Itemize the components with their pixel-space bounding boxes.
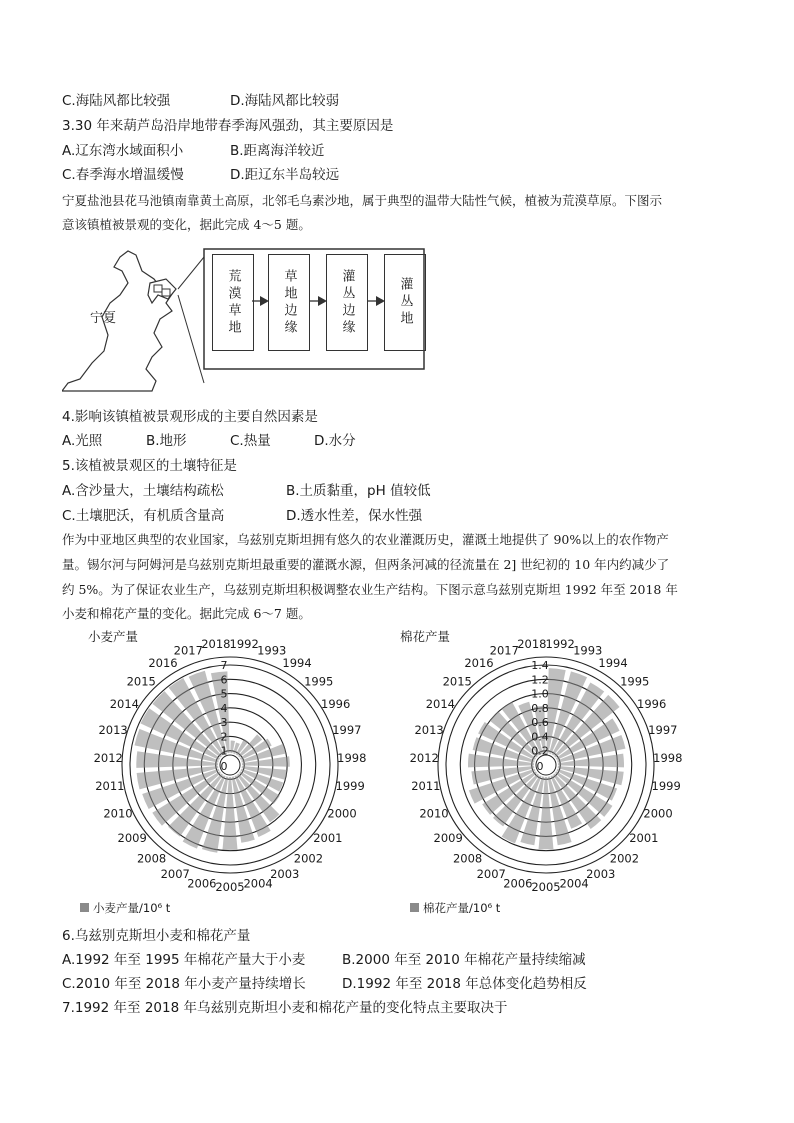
year-label-2014: 2014	[109, 697, 139, 711]
intro2-line3: 约 5%。为了保证农业生产，乌兹别克斯坦积极调整农业生产结构。下图示意乌兹别克斯坦 1992 年至 2018 年	[62, 582, 678, 597]
year-label-2005: 2005	[531, 880, 561, 894]
year-label-2012: 2012	[93, 750, 123, 765]
year-label-2001: 2001	[313, 830, 343, 845]
year-label-2018: 2018	[201, 636, 231, 651]
q6-option-a: A.1992 年至 1995 年棉花产量大于小麦	[62, 952, 306, 968]
year-label-2005: 2005	[215, 880, 245, 894]
radial-tick-label: 6	[220, 673, 228, 687]
year-label-2015: 2015	[442, 674, 472, 689]
q4-option-a: A.光照	[62, 433, 103, 449]
q5-options-row2	[62, 507, 423, 525]
year-label-1996: 1996	[637, 697, 667, 711]
radial-tick-label: 0.6	[531, 716, 549, 730]
radial-tick-label: 0	[536, 760, 544, 773]
q6-options-row2	[62, 975, 587, 993]
year-label-2016: 2016	[148, 656, 178, 671]
q4-option-d: D.水分	[314, 433, 356, 449]
radial-tick-label: 5	[220, 687, 228, 701]
year-label-2013: 2013	[414, 723, 444, 738]
flow-box-4: 灌丛地	[384, 254, 426, 351]
year-label-1992: 1992	[229, 636, 259, 651]
intro2-line4: 小麦和棉花产量的变化。据此完成 6～7 题。	[62, 606, 311, 621]
cotton-chart-title: 棉花产量	[400, 629, 451, 644]
year-label-2017: 2017	[173, 643, 203, 658]
year-label-2003: 2003	[270, 867, 300, 882]
year-label-2016: 2016	[464, 656, 494, 671]
flow-box-3: 灌丛边缘	[326, 254, 368, 351]
year-label-2011: 2011	[411, 779, 441, 794]
year-label-2010: 2010	[103, 806, 133, 821]
flow-box-1: 荒漠草地	[212, 254, 254, 351]
year-label-2001: 2001	[629, 830, 659, 845]
wheat-legend-label: 小麦产量/10⁶ t	[93, 901, 171, 915]
radial-tick-label: 0.2	[531, 744, 549, 758]
region-label: 宁夏	[90, 311, 117, 326]
radial-tick-label: 0.8	[531, 701, 549, 715]
year-label-2004: 2004	[559, 876, 589, 891]
radial-tick-label: 0	[220, 760, 228, 773]
q3-option-a: A.辽东湾水域面积小	[62, 143, 184, 159]
vegetation-figure	[62, 243, 446, 393]
q3-option-d: D.距辽东半岛较远	[230, 167, 340, 183]
radial-tick-label: 0.4	[531, 730, 549, 744]
year-label-2002: 2002	[609, 851, 640, 866]
year-label-1997: 1997	[648, 723, 678, 738]
radial-tick-label: 1.0	[531, 687, 549, 701]
year-label-1992: 1992	[545, 636, 575, 651]
q5-stem: 5.该植被景观区的土壤特征是	[62, 458, 237, 474]
wheat-legend-swatch	[80, 903, 89, 912]
cotton-legend-label: 棉花产量/10⁶ t	[423, 901, 501, 915]
year-label-2013: 2013	[98, 723, 128, 738]
year-label-2008: 2008	[136, 851, 167, 866]
q4-option-c: C.热量	[230, 433, 271, 449]
cotton-legend-swatch	[410, 903, 419, 912]
year-label-2003: 2003	[586, 867, 616, 882]
q6-option-c: C.2010 年至 2018 年小麦产量持续增长	[62, 976, 306, 992]
q2-option-c: C.海陆风都比较强	[62, 93, 171, 109]
q6-option-b: B.2000 年至 2010 年棉花产量持续缩减	[342, 952, 586, 968]
year-label-1995: 1995	[304, 674, 334, 689]
q3-options-row1	[62, 142, 325, 160]
year-label-2017: 2017	[489, 643, 519, 658]
q5-option-a: A.含沙量大，土壤结构疏松	[62, 483, 224, 499]
q3-stem: 3.30 年来葫芦岛沿岸地带春季海风强劲，其主要原因是	[62, 118, 394, 134]
q5-option-b: B.土质黏重，pH 值较低	[286, 483, 431, 499]
intro2-line2: 量。锡尔河与阿姆河是乌兹别克斯坦最重要的灌溉水源，但两条河减的径流量在 2] 世纪初的 10 年内约减少了	[62, 557, 670, 572]
year-label-1998: 1998	[337, 750, 367, 765]
year-label-2009: 2009	[117, 830, 147, 845]
cotton-legend	[410, 900, 500, 916]
year-label-1994: 1994	[282, 656, 312, 671]
radial-tick-label: 7	[220, 659, 228, 672]
year-label-2010: 2010	[419, 806, 449, 821]
wheat-chart-title: 小麦产量	[88, 629, 139, 644]
q5-option-c: C.土壤肥沃，有机质含量高	[62, 508, 225, 524]
year-label-1998: 1998	[653, 750, 683, 765]
year-label-1999: 1999	[651, 779, 681, 794]
q3-option-c: C.春季海水增温缓慢	[62, 167, 184, 183]
radial-tick-label: 3	[220, 716, 228, 730]
wheat-chart	[80, 625, 380, 915]
year-label-2007: 2007	[476, 867, 506, 882]
q4-options	[62, 432, 356, 450]
q6-options-row1	[62, 951, 586, 969]
year-label-1994: 1994	[598, 656, 628, 671]
q2-option-d: D.海陆风都比较弱	[230, 93, 340, 109]
q6-stem: 6.乌兹别克斯坦小麦和棉花产量	[62, 928, 251, 944]
year-label-1997: 1997	[332, 723, 362, 738]
year-label-2006: 2006	[503, 876, 533, 891]
year-label-1996: 1996	[321, 697, 351, 711]
q4-option-b: B.地形	[146, 433, 187, 449]
q6-option-d: D.1992 年至 2018 年总体变化趋势相反	[342, 976, 587, 992]
q3-option-b: B.距离海洋较近	[230, 143, 325, 159]
year-label-1995: 1995	[620, 674, 650, 689]
wheat-polar-svg	[80, 625, 380, 915]
year-label-2014: 2014	[425, 697, 455, 711]
year-label-2015: 2015	[126, 674, 156, 689]
year-label-2007: 2007	[160, 867, 190, 882]
cotton-polar-svg	[396, 625, 696, 915]
intro1-line2: 意该镇植被景观的变化，据此完成 4～5 题。	[62, 217, 311, 232]
year-label-2002: 2002	[293, 851, 324, 866]
radial-tick-label: 1.4	[531, 659, 549, 672]
flow-box-2: 草地边缘	[268, 254, 310, 351]
year-label-2006: 2006	[187, 876, 217, 891]
radial-tick-label: 1	[220, 744, 228, 758]
q2-options	[62, 92, 340, 110]
intro2-line1: 作为中亚地区典型的农业国家，乌兹别克斯坦拥有悠久的农业灌溉历史，灌溉土地提供了 90%以上的农作物产	[62, 532, 669, 547]
year-label-1999: 1999	[335, 779, 365, 794]
intro1-line1: 宁夏盐池县花马池镇南靠黄土高原，北邻毛乌素沙地，属于典型的温带大陆性气候，植被为荒漠草原。下图示	[62, 193, 663, 208]
q7-stem: 7.1992 年至 2018 年乌兹别克斯坦小麦和棉花产量的变化特点主要取决于	[62, 1000, 508, 1016]
wheat-legend	[80, 900, 170, 916]
year-label-2012: 2012	[409, 750, 439, 765]
year-label-1993: 1993	[573, 643, 603, 658]
year-label-2000: 2000	[327, 806, 357, 821]
radial-tick-label: 4	[220, 701, 228, 715]
q3-options-row2	[62, 166, 340, 184]
year-label-2000: 2000	[643, 806, 673, 821]
year-label-2009: 2009	[433, 830, 463, 845]
year-label-2018: 2018	[517, 636, 547, 651]
radial-tick-label: 1.2	[531, 673, 549, 687]
q5-option-d: D.透水性差，保水性强	[286, 508, 423, 524]
year-label-2004: 2004	[243, 876, 273, 891]
year-label-2008: 2008	[452, 851, 483, 866]
year-label-1993: 1993	[257, 643, 287, 658]
radial-tick-label: 2	[220, 730, 228, 744]
cotton-chart	[396, 625, 696, 915]
q4-stem: 4.影响该镇植被景观形成的主要自然因素是	[62, 409, 318, 425]
q5-options-row1	[62, 482, 431, 500]
year-label-2011: 2011	[95, 779, 125, 794]
